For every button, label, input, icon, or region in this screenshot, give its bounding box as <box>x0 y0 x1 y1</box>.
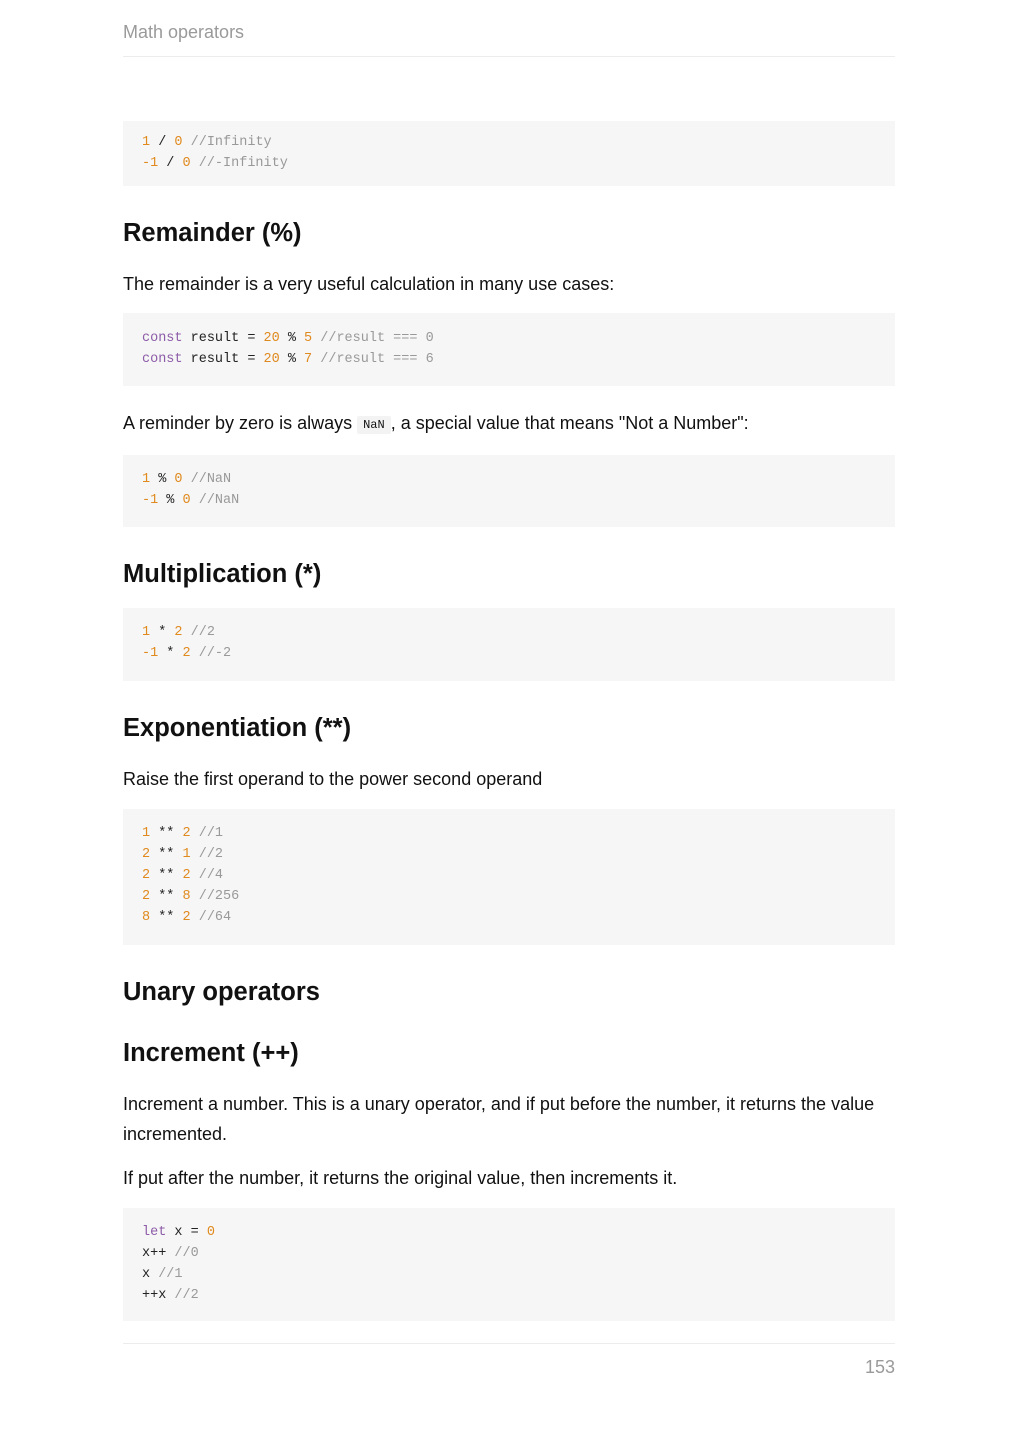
code-token: 2 <box>174 625 183 640</box>
code-token: 0 <box>174 135 183 150</box>
code-token: % <box>279 331 305 346</box>
code-token: 8 <box>142 910 151 925</box>
running-footer <box>123 1343 895 1378</box>
code-token: 1 <box>142 826 151 841</box>
code-token: 2 <box>182 646 191 661</box>
code-token: 0 <box>182 156 191 171</box>
code-token: const <box>142 331 183 346</box>
code-token: 5 <box>304 331 313 346</box>
code-token: 2 <box>182 826 191 841</box>
code-line <box>142 469 876 490</box>
code-block-multiplication <box>123 608 895 681</box>
code-token: 20 <box>263 331 280 346</box>
code-line <box>142 886 876 907</box>
code-token: * <box>150 625 175 640</box>
code-token: //-Infinity <box>190 156 288 171</box>
code-token: 7 <box>304 352 313 367</box>
code-token: % <box>279 352 305 367</box>
code-token: 0 <box>206 1225 215 1240</box>
code-block-remainder <box>123 313 895 386</box>
code-token: //NaN <box>182 472 232 487</box>
code-token: 2 <box>182 910 191 925</box>
code-token: let <box>142 1225 167 1240</box>
code-token: //4 <box>190 868 224 883</box>
code-line <box>142 349 876 370</box>
code-token: 2 <box>182 868 191 883</box>
code-token: 1 <box>182 847 191 862</box>
code-token: //256 <box>190 889 240 904</box>
code-line <box>142 1222 876 1243</box>
code-token: result = <box>182 352 264 367</box>
code-token: x++ <box>142 1246 167 1261</box>
code-token: //2 <box>182 625 215 640</box>
code-token: * <box>158 646 183 661</box>
code-token: 1 <box>142 472 151 487</box>
code-token: //0 <box>166 1246 199 1261</box>
paragraph-increment-1: Increment a number. This is a unary operator, and if put before the number, it returns the value incremented. <box>123 1094 875 1144</box>
code-line <box>142 865 876 886</box>
code-token: //-2 <box>190 646 232 661</box>
code-token: 0 <box>174 472 183 487</box>
running-header <box>123 22 895 57</box>
code-token: 8 <box>182 889 191 904</box>
page-number: 153 <box>864 1357 895 1377</box>
code-token: //2 <box>166 1288 199 1303</box>
code-token: / <box>150 135 175 150</box>
code-token: % <box>158 493 183 508</box>
code-token: //NaN <box>190 493 240 508</box>
paragraph-text: , a special value that means "Not a Number": <box>390 413 749 433</box>
heading-multiplication: Multiplication (*) <box>123 560 322 588</box>
paragraph-remainder-zero <box>123 408 895 440</box>
code-line <box>142 844 876 865</box>
code-block-division <box>123 121 895 186</box>
code-line <box>142 1243 876 1264</box>
inline-code-nan: NaN <box>357 416 391 434</box>
paragraph-remainder: The remainder is a very useful calculation in many use cases: <box>123 274 615 294</box>
code-line <box>142 328 876 349</box>
code-token: ** <box>150 847 183 862</box>
code-token: -1 <box>142 493 159 508</box>
paragraph-text: A reminder by zero is always <box>123 413 358 433</box>
code-token: const <box>142 352 183 367</box>
code-block-exponentiation <box>123 809 895 945</box>
code-token: //2 <box>190 847 224 862</box>
heading-exponentiation: Exponentiation (**) <box>123 714 352 742</box>
code-token: //1 <box>190 826 224 841</box>
heading-increment: Increment (++) <box>123 1039 299 1067</box>
paragraph-increment-2: If put after the number, it returns the original value, then increments it. <box>123 1168 678 1188</box>
code-line <box>142 643 876 664</box>
code-token: 2 <box>142 847 151 862</box>
code-line <box>142 490 876 511</box>
code-token: 0 <box>182 493 191 508</box>
code-token: 1 <box>142 625 151 640</box>
code-token: //64 <box>190 910 232 925</box>
code-line <box>142 132 876 153</box>
code-token: //Infinity <box>182 135 272 150</box>
code-token: 2 <box>142 889 151 904</box>
code-token: 1 <box>142 135 151 150</box>
code-token: //1 <box>150 1267 183 1282</box>
code-block-remainder-zero <box>123 455 895 527</box>
code-token: / <box>158 156 183 171</box>
page-content <box>123 121 895 1321</box>
code-token: 2 <box>142 868 151 883</box>
code-token: ** <box>150 910 183 925</box>
heading-unary-operators: Unary operators <box>123 978 320 1006</box>
code-token: //result === 0 <box>312 331 434 346</box>
code-token: x = <box>166 1225 207 1240</box>
code-line <box>142 1264 876 1285</box>
heading-remainder: Remainder (%) <box>123 219 302 247</box>
code-token: ++x <box>142 1288 167 1303</box>
code-line <box>142 622 876 643</box>
code-token: ** <box>150 826 183 841</box>
code-token: -1 <box>142 646 159 661</box>
code-token: 20 <box>263 352 280 367</box>
paragraph-exponentiation: Raise the first operand to the power second operand <box>123 769 543 789</box>
code-token: ** <box>150 868 183 883</box>
header-title: Math operators <box>123 22 245 42</box>
code-token: x <box>142 1267 151 1282</box>
code-line <box>142 153 876 174</box>
code-line <box>142 907 876 928</box>
code-token: //result === 6 <box>312 352 434 367</box>
code-token: ** <box>150 889 183 904</box>
code-token: -1 <box>142 156 159 171</box>
code-block-increment <box>123 1208 895 1321</box>
code-token: result = <box>182 331 264 346</box>
code-token: % <box>150 472 175 487</box>
code-line <box>142 1285 876 1306</box>
code-line <box>142 823 876 844</box>
